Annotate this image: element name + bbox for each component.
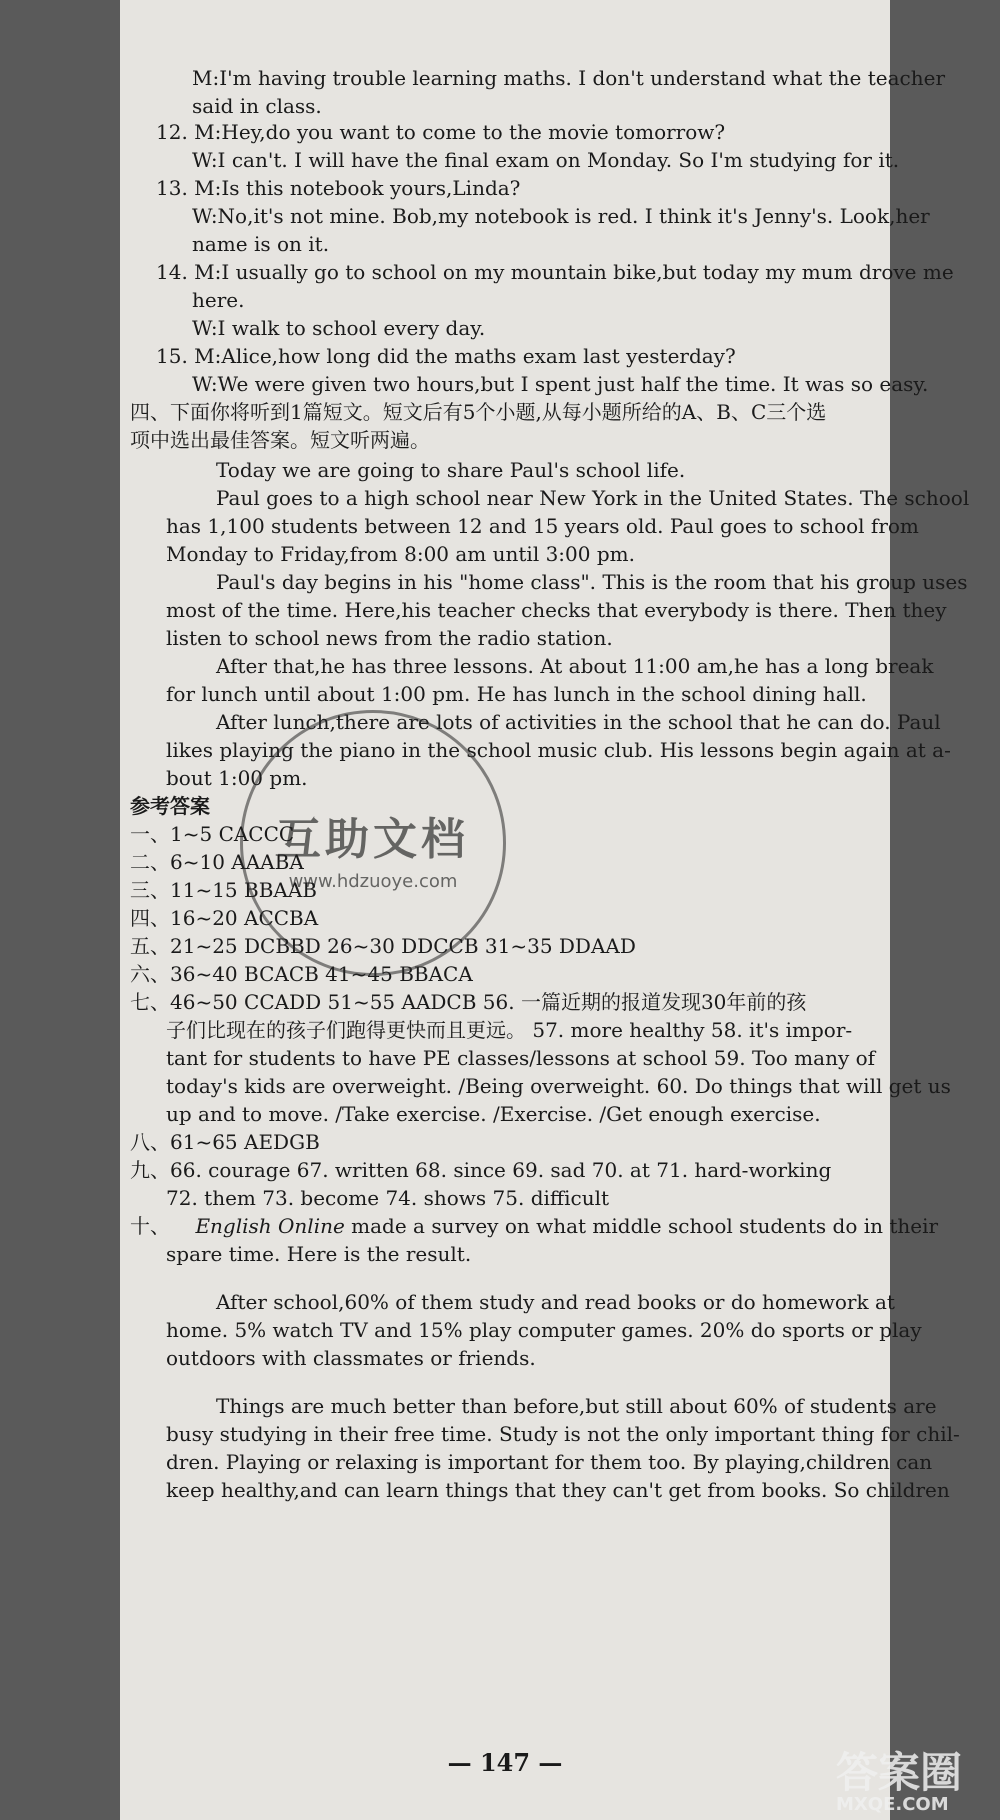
answer-line: 一、1~5 CACCC: [130, 822, 295, 846]
dialogue-line: W:We were given two hours,but I spent just half the time. It was so easy.: [192, 372, 929, 396]
stamp-url: www.hdzuoye.com: [288, 871, 458, 892]
dialogue-line: 12. M:Hey,do you want to come to the movie tomorrow?: [156, 120, 726, 144]
answer-line: home. 5% watch TV and 15% play computer games. 20% do sports or play: [166, 1318, 922, 1342]
stamp-title: 互助文档: [277, 814, 469, 865]
page-number: — 147 —: [447, 1748, 563, 1777]
dialogue-line: 15. M:Alice,how long did the maths exam last yesterday?: [156, 344, 736, 368]
paragraph-line: listen to school news from the radio station.: [166, 626, 613, 650]
dialogue-line: here.: [192, 288, 245, 312]
paragraph-line: Paul's day begins in his "home class". This is the room that his group uses: [216, 570, 968, 594]
answer-line: up and to move. /Take exercise. /Exercise. /Get enough exercise.: [166, 1102, 821, 1126]
answer-line: 72. them 73. become 74. shows 75. difficult: [166, 1186, 610, 1210]
dialogue-line: said in class.: [192, 94, 322, 118]
answer-line: 六、36~40 BCACB 41~45 BBACA: [130, 962, 473, 986]
answer-line: 八、61~65 AEDGB: [130, 1130, 320, 1154]
answer-line: 二、6~10 AAABA: [130, 850, 304, 874]
answer-line: today's kids are overweight. /Being overweight. 60. Do things that will get us: [166, 1074, 951, 1098]
section-marker: 十、: [130, 1214, 170, 1238]
answers-heading: 参考答案: [130, 794, 210, 818]
dialogue-line: M:I'm having trouble learning maths. I don't understand what the teacher: [192, 66, 946, 90]
logo-text: 答案圈: [836, 1748, 963, 1797]
answer-line: tant for students to have PE classes/lessons at school 59. Too many of: [166, 1046, 876, 1070]
dialogue-line: 13. M:Is this notebook yours,Linda?: [156, 176, 521, 200]
answer-line: 五、21~25 DCBBD 26~30 DDCCB 31~35 DDAAD: [130, 934, 636, 958]
answer-line: 三、11~15 BBAAB: [130, 878, 317, 902]
paragraph-line: has 1,100 students between 12 and 15 years old. Paul goes to school from: [166, 514, 919, 538]
paragraph-line: likes playing the piano in the school music club. His lessons begin again at a-: [166, 738, 951, 762]
answer-line: keep healthy,and can learn things that they can't get from books. So children: [166, 1478, 950, 1502]
dialogue-line: W:I can't. I will have the final exam on Monday. So I'm studying for it.: [192, 148, 900, 172]
paragraph-line: most of the time. Here,his teacher checks that everybody is there. Then they: [166, 598, 947, 622]
section-heading: 四、下面你将听到1篇短文。短文后有5个小题,从每小题所给的A、B、C三个选: [130, 400, 827, 424]
paragraph-line: Today we are going to share Paul's school life.: [216, 458, 686, 482]
answer-line: [130, 1214, 938, 1238]
watermark-stamp: [240, 710, 506, 976]
answer-line: 七、46~50 CCADD 51~55 AADCB 56. 一篇近期的报道发现30年前的孩: [130, 990, 807, 1014]
answer-line: 九、66. courage 67. written 68. since 69. sad 70. at 71. hard-working: [130, 1158, 832, 1182]
answer-text: made a survey on what middle school students do in their: [344, 1214, 939, 1238]
dialogue-line: W:No,it's not mine. Bob,my notebook is red. I think it's Jenny's. Look,her: [192, 204, 930, 228]
paragraph-line: After lunch,there are lots of activities in the school that he can do. Paul: [216, 710, 941, 734]
answer-line: 四、16~20 ACCBA: [130, 906, 319, 930]
paragraph-line: After that,he has three lessons. At about 11:00 am,he has a long break: [216, 654, 934, 678]
dialogue-line: 14. M:I usually go to school on my mountain bike,but today my mum drove me: [156, 260, 954, 284]
paragraph-line: for lunch until about 1:00 pm. He has lunch in the school dining hall.: [166, 682, 867, 706]
paragraph-line: Monday to Friday,from 8:00 am until 3:00 pm.: [166, 542, 635, 566]
answer-line: outdoors with classmates or friends.: [166, 1346, 536, 1370]
paragraph-line: Paul goes to a high school near New York in the United States. The school: [216, 486, 970, 510]
answer-line: dren. Playing or relaxing is important for them too. By playing,children can: [166, 1450, 933, 1474]
answer-line: spare time. Here is the result.: [166, 1242, 472, 1266]
dialogue-line: name is on it.: [192, 232, 330, 256]
logo-domain: MXQE.COM: [836, 1794, 949, 1815]
answer-line: After school,60% of them study and read books or do homework at: [216, 1290, 895, 1314]
publication-title: English Online: [195, 1214, 345, 1238]
dialogue-line: W:I walk to school every day.: [192, 316, 486, 340]
corner-logo: [836, 1740, 986, 1815]
paragraph-line: bout 1:00 pm.: [166, 766, 308, 790]
answer-line: 子们比现在的孩子们跑得更快而且更远。 57. more healthy 58. it's impor-: [166, 1018, 853, 1042]
section-heading: 项中选出最佳答案。短文听两遍。: [130, 428, 430, 452]
answer-line: Things are much better than before,but still about 60% of students are: [216, 1394, 937, 1418]
answer-line: busy studying in their free time. Study is not the only important thing for chil-: [166, 1422, 960, 1446]
